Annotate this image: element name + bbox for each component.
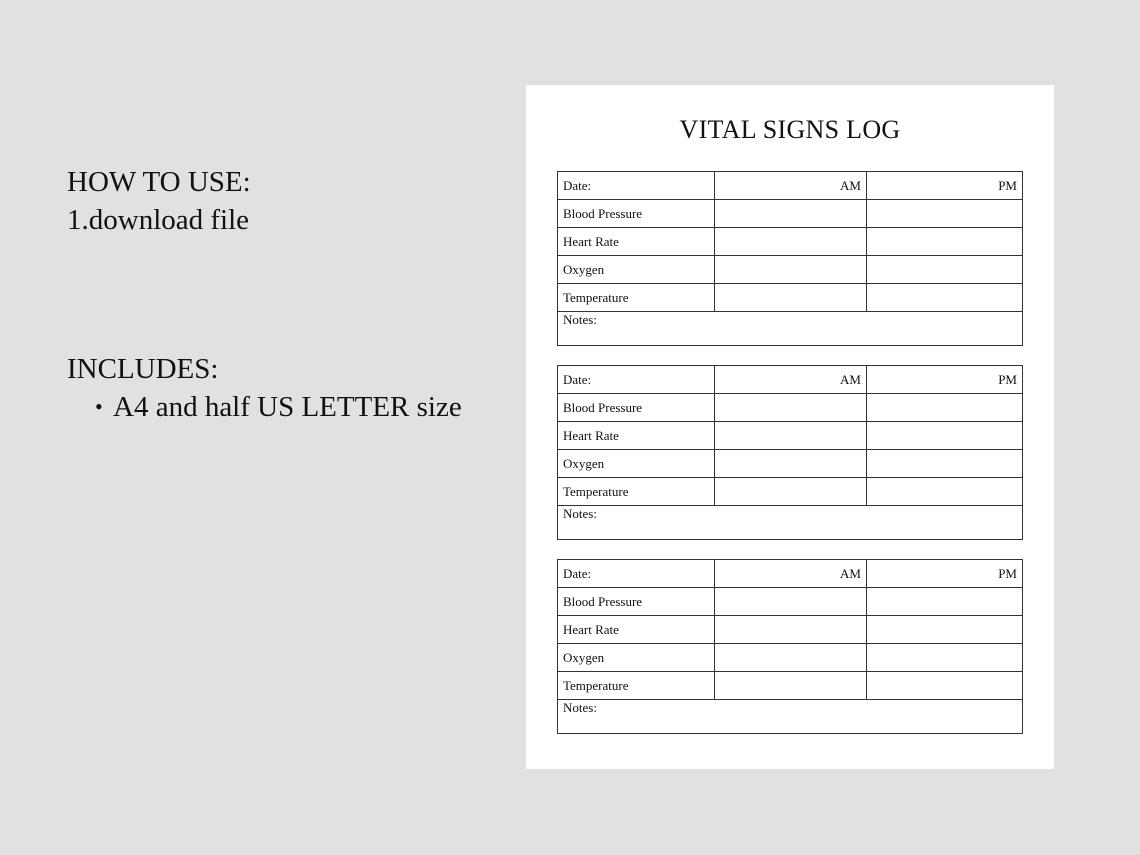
pm-cell xyxy=(867,284,1023,312)
table-row xyxy=(558,672,1023,700)
am-cell xyxy=(715,284,867,312)
log-table xyxy=(557,365,1023,540)
am-header: AM xyxy=(715,172,867,200)
table-row xyxy=(558,256,1023,284)
row-label: Temperature xyxy=(558,672,715,700)
am-cell xyxy=(715,256,867,284)
row-label: Blood Pressure xyxy=(558,200,715,228)
am-cell xyxy=(715,422,867,450)
pm-cell xyxy=(867,478,1023,506)
table-row xyxy=(558,200,1023,228)
table-row xyxy=(558,700,1023,734)
pm-cell xyxy=(867,616,1023,644)
row-label: Heart Rate xyxy=(558,422,715,450)
pm-cell xyxy=(867,588,1023,616)
table-row xyxy=(558,588,1023,616)
am-cell xyxy=(715,228,867,256)
am-cell xyxy=(715,478,867,506)
pm-header: PM xyxy=(867,560,1023,588)
bullet-icon: • xyxy=(95,394,103,419)
table-row xyxy=(558,478,1023,506)
includes-item xyxy=(95,391,462,423)
am-cell xyxy=(715,200,867,228)
row-label: Heart Rate xyxy=(558,228,715,256)
date-label: Date: xyxy=(558,172,715,200)
am-cell xyxy=(715,672,867,700)
table-row xyxy=(558,172,1023,200)
table-row xyxy=(558,644,1023,672)
includes-heading: INCLUDES: xyxy=(67,353,219,385)
pm-cell xyxy=(867,394,1023,422)
am-cell xyxy=(715,644,867,672)
notes-label: Notes: xyxy=(558,312,1023,346)
notes-label: Notes: xyxy=(558,506,1023,540)
includes-item-text: A4 and half US LETTER size xyxy=(113,391,462,423)
row-label: Oxygen xyxy=(558,450,715,478)
row-label: Heart Rate xyxy=(558,616,715,644)
notes-label: Notes: xyxy=(558,700,1023,734)
pm-cell xyxy=(867,422,1023,450)
am-cell xyxy=(715,616,867,644)
row-label: Blood Pressure xyxy=(558,588,715,616)
log-table xyxy=(557,559,1023,734)
how-to-use-step: 1.download file xyxy=(67,204,250,236)
table-row xyxy=(558,312,1023,346)
log-block-1 xyxy=(557,171,1022,346)
row-label: Oxygen xyxy=(558,644,715,672)
pm-cell xyxy=(867,256,1023,284)
pm-cell xyxy=(867,200,1023,228)
date-label: Date: xyxy=(558,366,715,394)
pm-cell xyxy=(867,450,1023,478)
am-cell xyxy=(715,394,867,422)
pm-header: PM xyxy=(867,366,1023,394)
am-header: AM xyxy=(715,560,867,588)
row-label: Oxygen xyxy=(558,256,715,284)
log-block-2 xyxy=(557,365,1022,540)
table-row xyxy=(558,506,1023,540)
log-block-3 xyxy=(557,559,1022,734)
table-row xyxy=(558,284,1023,312)
table-row xyxy=(558,394,1023,422)
am-cell xyxy=(715,588,867,616)
table-row xyxy=(558,450,1023,478)
am-cell xyxy=(715,450,867,478)
table-row xyxy=(558,422,1023,450)
table-row xyxy=(558,560,1023,588)
am-header: AM xyxy=(715,366,867,394)
row-label: Temperature xyxy=(558,478,715,506)
date-label: Date: xyxy=(558,560,715,588)
row-label: Temperature xyxy=(558,284,715,312)
how-to-use-heading: HOW TO USE: xyxy=(67,166,251,198)
includes-list xyxy=(95,391,462,423)
pm-cell xyxy=(867,672,1023,700)
table-row xyxy=(558,366,1023,394)
sheet-title: VITAL SIGNS LOG xyxy=(679,115,901,144)
pm-cell xyxy=(867,228,1023,256)
table-row xyxy=(558,616,1023,644)
table-row xyxy=(558,228,1023,256)
pm-header: PM xyxy=(867,172,1023,200)
row-label: Blood Pressure xyxy=(558,394,715,422)
log-sheet xyxy=(526,85,1054,769)
log-table xyxy=(557,171,1023,346)
pm-cell xyxy=(867,644,1023,672)
